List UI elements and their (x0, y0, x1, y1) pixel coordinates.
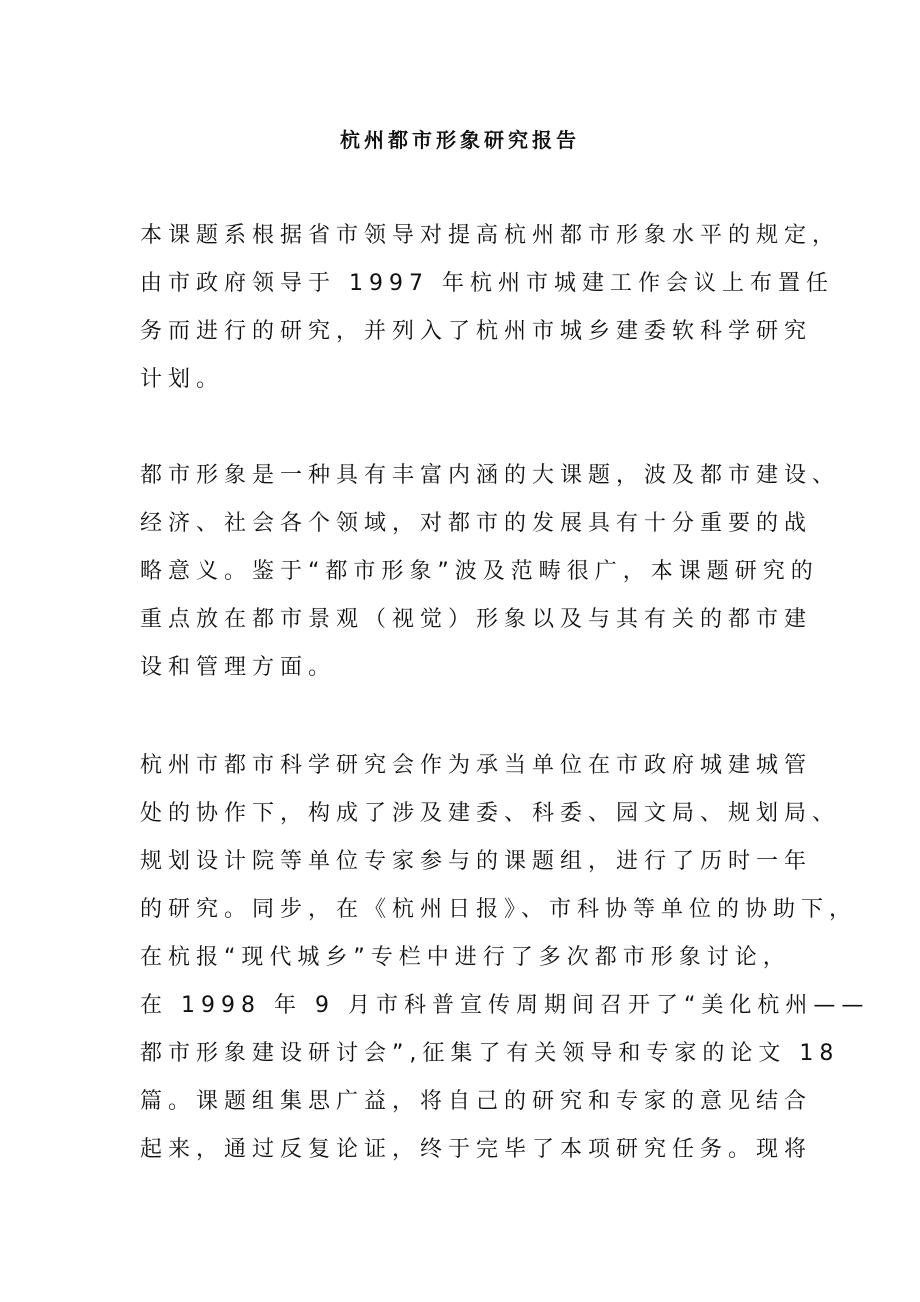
text-line: 设和管理方面。 (140, 655, 337, 680)
text-line: 本课题系根据省市领导对提高杭州都市形象水平的规定， (140, 223, 841, 248)
text-line: 起来，通过反复论证，终于完毕了本项研究任务。现将 (140, 1137, 813, 1162)
text-line: 重点放在都市景观（视觉）形象以及与其有关的都市建 (140, 607, 813, 632)
text-line: 略意义。鉴于“都市形象”波及范畴很广，本课题研究的 (140, 559, 819, 584)
text-line: 处的协作下，构成了涉及建委、科委、园文局、规划局、 (140, 801, 841, 826)
text-line: 都市形象是一种具有丰富内涵的大课题，波及都市建设、 (140, 463, 841, 488)
text-line: 规划设计院等单位专家参与的课题组，进行了历时一年 (140, 849, 813, 874)
text-line: 计划。 (140, 367, 225, 392)
paragraph-1 (140, 212, 841, 404)
paragraph-2 (140, 452, 841, 692)
text-line: 经济、社会各个领域，对都市的发展具有十分重要的战 (140, 511, 813, 536)
text-line: 在杭报“现代城乡”专栏中进行了多次都市形象讨论， (140, 945, 791, 970)
paragraph-3 (140, 742, 870, 1174)
text-line: 篇。课题组集思广益，将自己的研究和专家的意见结合 (140, 1089, 813, 1114)
text-line: 的研究。同步，在《杭州日报》、市科协等单位的协助下， (140, 897, 858, 922)
text-line: 务而进行的研究，并列入了杭州市城乡建委软科学研究 (140, 319, 813, 344)
document-title: 杭州都市形象研究报告 (340, 128, 580, 152)
text-line: 杭州市都市科学研究会作为承当单位在市政府城建城管 (140, 753, 813, 778)
text-line: 由市政府领导于 1997 年杭州市城建工作会议上布置任 (140, 271, 834, 296)
text-line: 在 1998 年 9 月市科普宣传周期间召开了“美化杭州—— (140, 993, 870, 1018)
text-line: 都市形象建设研讨会”,征集了有关领导和专家的论文 18 (140, 1041, 840, 1066)
